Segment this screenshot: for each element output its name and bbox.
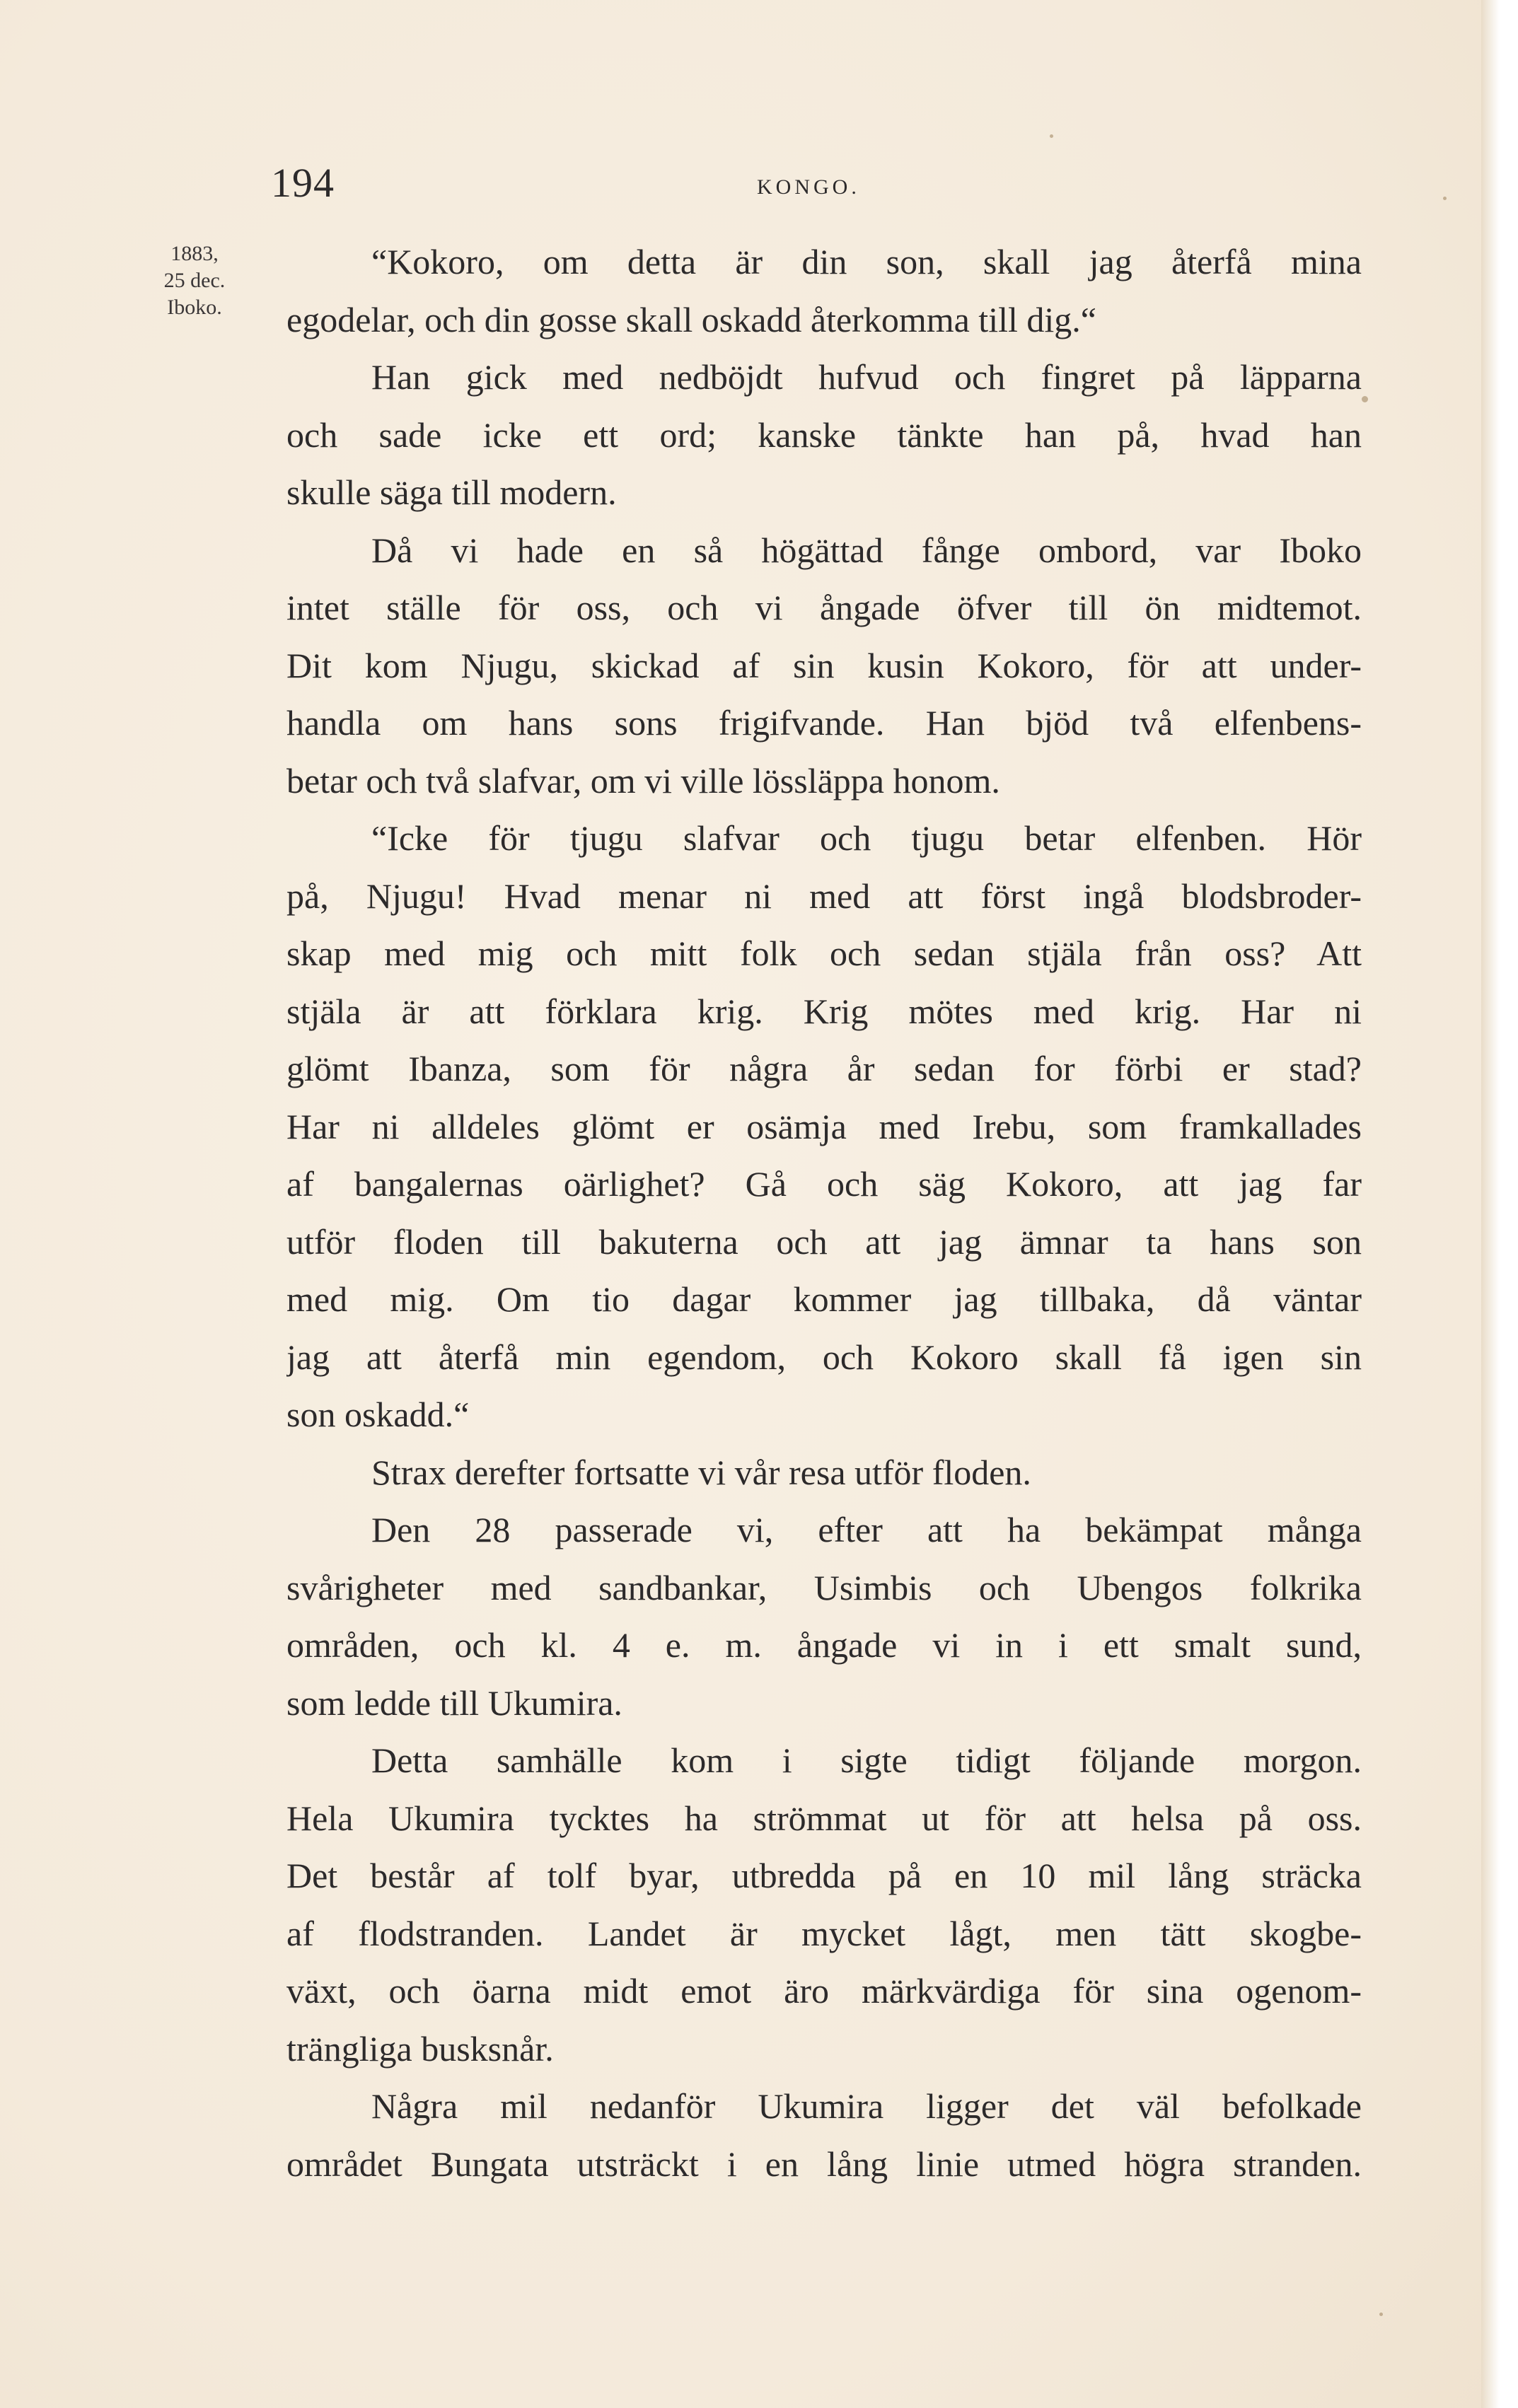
text-line: området Bungata utsträckt i en lång linie utmed högra stranden. (286, 2144, 1362, 2184)
text-line: “Kokoro, om detta är din son, skall jag återfå mina (371, 242, 1362, 281)
text-line: egodelar, och din gosse skall oskadd återkomma till dig.“ (286, 299, 1096, 339)
text-line: skulle säga till modern. (286, 472, 617, 512)
page-edge (1481, 0, 1500, 2408)
text-line: glömt Ibanza, som för några år sedan for förbi er stad? (286, 1049, 1362, 1088)
text-line: Då vi hade en så högättad fånge ombord, var Iboko (371, 530, 1362, 570)
text-line: utför floden till bakuterna och att jag ämnar ta hans son (286, 1221, 1362, 1262)
text-line: växt, och öarna midt emot äro märkvärdiga för sina ogenom- (286, 1971, 1362, 2011)
text-line: intet ställe för oss, och vi ångade öfver till ön midtemot. (286, 588, 1362, 627)
text-line: skap med mig och mitt folk och sedan stjäla från oss? Att (286, 933, 1362, 973)
paper-speck (1362, 396, 1368, 402)
paper-speck (1379, 2313, 1383, 2316)
body-text (286, 233, 1362, 2193)
margin-note (141, 240, 248, 321)
text-line: områden, och kl. 4 e. m. ångade vi in i ett smalt sund, (286, 1625, 1362, 1665)
text-line: Hela Ukumira tycktes ha strömmat ut för att helsa på oss. (286, 1798, 1362, 1838)
text-line: jag att återfå min egendom, och Kokoro skall få igen sin (286, 1337, 1362, 1377)
text-line: stjäla är att förklara krig. Krig mötes med krig. Har ni (286, 991, 1362, 1031)
text-line: Dit kom Njugu, skickad af sin kusin Kokoro, för att under- (286, 645, 1362, 685)
text-line: handla om hans sons frigifvande. Han bjöd två elfenbens- (286, 703, 1362, 743)
text-line: Några mil nedanför Ukumira ligger det väl befolkade (371, 2086, 1362, 2126)
text-line: Detta samhälle kom i sigte tidigt följande morgon. (371, 1740, 1362, 1780)
text-line: med mig. Om tio dagar kommer jag tillbaka, då väntar (286, 1279, 1362, 1319)
margin-note-date: 25 dec. (163, 269, 226, 292)
text-line: Har ni alldeles glömt er osämja med Irebu, som framkallades (286, 1106, 1362, 1146)
text-line: Den 28 passerade vi, efter att ha bekämpat många (371, 1510, 1362, 1549)
text-line: som ledde till Ukumira. (286, 1682, 622, 1723)
margin-note-year: 1883, (170, 242, 219, 265)
text-line: af bangalernas oärlighet? Gå och säg Kokoro, att jag far (286, 1164, 1362, 1204)
text-line: Det består af tolf byar, utbredda på en 10 mil lång sträcka (286, 1856, 1362, 1895)
text-line: Han gick med nedböjdt hufvud och fingret på läpparna (371, 357, 1362, 397)
paper-speck (1050, 134, 1053, 138)
text-line: “Icke för tjugu slafvar och tjugu betar elfenben. Hör (371, 818, 1362, 858)
text-line: Strax derefter fortsatte vi vår resa utför floden. (371, 1452, 1031, 1492)
text-line: trängliga busksnår. (286, 2028, 554, 2069)
text-line: af flodstranden. Landet är mycket lågt, men tätt skogbe- (286, 1913, 1362, 1953)
text-line: och sade icke ett ord; kanske tänkte han på, hvad han (286, 414, 1362, 455)
paper-speck (1443, 197, 1447, 200)
page-number: 194 (271, 160, 335, 206)
text-line: på, Njugu! Hvad menar ni med att först ingå blodsbroder- (286, 876, 1362, 916)
text-line: betar och två slafvar, om vi ville lössläppa honom. (286, 760, 1000, 801)
text-line: son oskadd.“ (286, 1395, 470, 1434)
margin-note-place: Iboko. (167, 296, 222, 319)
text-line: svårigheter med sandbankar, Usimbis och Ubengos folkrika (286, 1567, 1362, 1607)
running-head: KONGO. (757, 175, 860, 199)
